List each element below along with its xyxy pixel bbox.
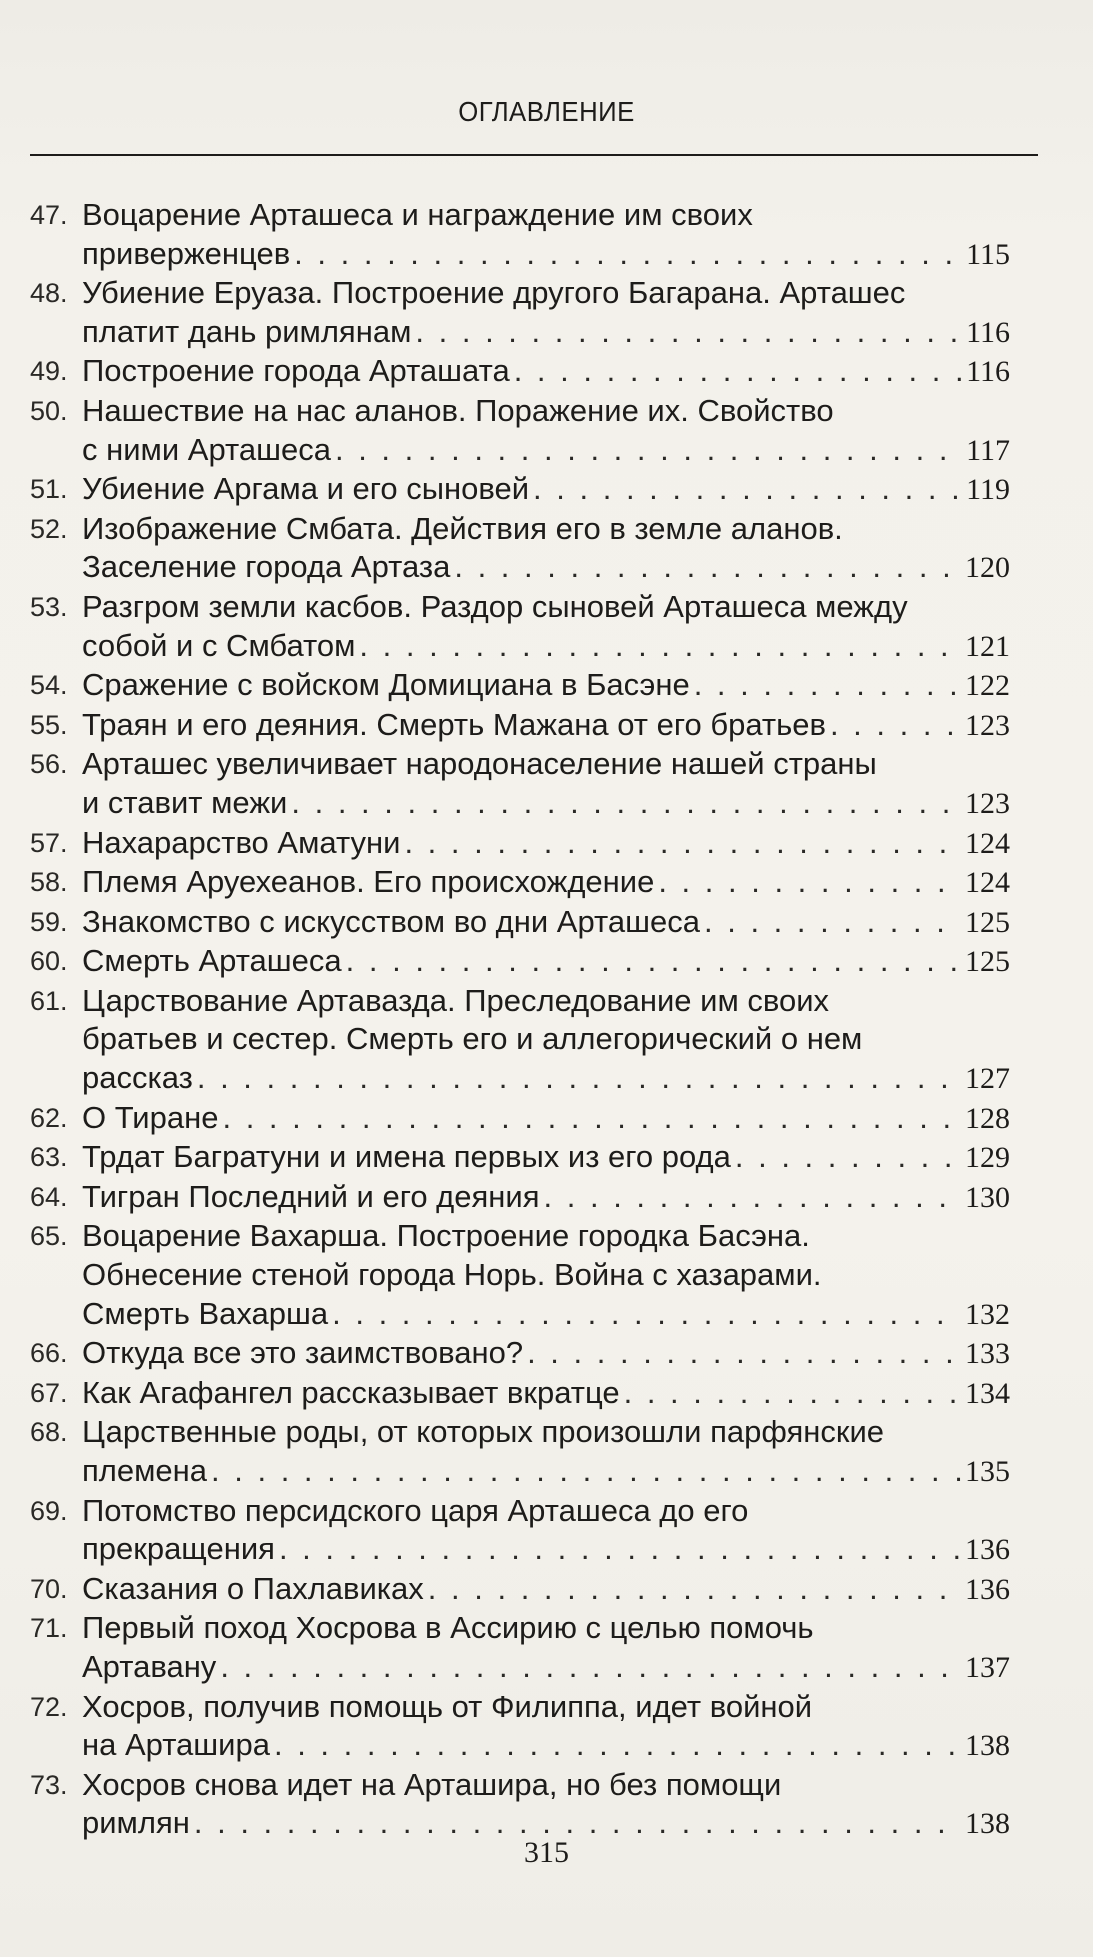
toc-entry-title-line: О Тиране <box>82 1099 219 1135</box>
dot-leader <box>428 1570 961 1609</box>
toc-entry-page: 124 <box>965 826 1010 860</box>
dot-leader <box>274 1726 961 1765</box>
toc-entry-page: 137 <box>965 1650 1010 1684</box>
toc-entry <box>30 196 1010 274</box>
toc-entry-title-line: Хосров снова идет на Арташира, но без помощи <box>82 1766 782 1802</box>
toc-entry-title-line: с ними Арташеса <box>82 431 331 467</box>
toc-entry-last-line <box>82 666 1010 706</box>
page-title: ОГЛАВЛЕНИЕ <box>458 96 635 127</box>
toc-entry-last-line <box>82 942 1010 982</box>
toc-entry-last-line <box>82 1295 1010 1335</box>
toc-entry <box>30 510 1010 588</box>
toc-entry-number: 51. <box>30 474 68 505</box>
dot-leader <box>704 903 961 942</box>
toc-entry <box>30 942 1010 982</box>
toc-entry-number: 57. <box>30 827 68 858</box>
toc-entry-number: 55. <box>30 709 68 740</box>
toc-entry-title-line: Построение города Арташата <box>82 353 510 389</box>
toc-entry <box>30 1492 1010 1570</box>
dot-leader <box>404 824 961 863</box>
toc-entry <box>30 1570 1010 1610</box>
toc-entry <box>30 1374 1010 1414</box>
dot-leader <box>335 431 962 470</box>
toc-entry-title-line: и ставит межи <box>82 784 288 820</box>
toc-entry <box>30 470 1010 510</box>
dot-leader <box>454 548 961 587</box>
toc-entry-title-line: приверженцев <box>82 235 291 271</box>
toc-entry-page: 134 <box>965 1376 1010 1410</box>
dot-leader <box>658 863 961 902</box>
toc-entry-page: 125 <box>965 905 1010 939</box>
toc-entry-title-line: Артавану <box>82 1648 217 1684</box>
toc-entry-title-line: Трдат Багратуни и имена первых из его рода <box>82 1139 731 1175</box>
toc-entry-title-line: римлян <box>82 1805 190 1841</box>
toc-entry-page: 123 <box>965 786 1010 820</box>
dot-leader <box>332 1295 961 1334</box>
page-number: 315 <box>524 1836 569 1869</box>
toc-entry-title-line: платит дань римлянам <box>82 313 412 349</box>
toc-entry <box>30 666 1010 706</box>
dot-leader <box>220 1648 961 1687</box>
toc-entry-last-line <box>82 1726 1010 1766</box>
toc-entry-title-line: Сказания о Пахлавиках <box>82 1570 424 1606</box>
toc-entry <box>30 1766 1010 1844</box>
toc-entry <box>30 274 1010 352</box>
dot-leader <box>694 666 961 705</box>
toc-entry-page: 116 <box>966 315 1010 349</box>
toc-entry-number: 56. <box>30 749 68 780</box>
toc-entry-number: 60. <box>30 946 68 977</box>
toc-entry-page: 136 <box>965 1533 1010 1567</box>
toc-entry-title-line: братьев и сестер. Смерть его и аллегорический о нем <box>82 1021 863 1057</box>
toc-entry-number: 50. <box>30 395 68 426</box>
toc-entry-last-line <box>82 313 1010 353</box>
toc-entry-page: 130 <box>965 1180 1010 1214</box>
toc-entry-number: 47. <box>30 200 68 230</box>
toc-entry-title-line: Заселение города Артаза <box>82 549 451 585</box>
toc-entry-page: 128 <box>965 1101 1010 1135</box>
toc-entry-title-line: Как Агафангел рассказывает вкратце <box>82 1374 620 1410</box>
toc-entry-last-line <box>82 1178 1010 1218</box>
toc-entry-page: 125 <box>965 945 1010 979</box>
toc-entry-page: 116 <box>966 355 1010 389</box>
toc-entry <box>30 1334 1010 1374</box>
dot-leader <box>279 1530 961 1569</box>
toc-entry-page: 115 <box>966 237 1010 271</box>
toc-entry <box>30 392 1010 470</box>
toc-entry-title-line: Убиение Еруаза. Построение другого Багарана. Арташес <box>82 275 906 311</box>
toc-entry-page: 138 <box>965 1807 1010 1841</box>
header-divider <box>30 154 1038 156</box>
toc-entry-number: 73. <box>30 1769 68 1800</box>
toc-entry-page: 138 <box>965 1729 1010 1763</box>
toc-entry <box>30 1178 1010 1218</box>
dot-leader <box>222 1099 961 1138</box>
toc-entry-title-line: Нашествие на нас аланов. Поражение их. Свойство <box>82 392 834 428</box>
toc-entry-last-line <box>82 1570 1010 1610</box>
toc-entry-number: 71. <box>30 1613 68 1644</box>
toc-entry-last-line <box>82 863 1010 903</box>
toc-entry <box>30 352 1010 392</box>
toc-entry-last-line <box>82 706 1010 746</box>
dot-leader <box>527 1334 961 1373</box>
toc-entry-last-line <box>82 235 1010 275</box>
toc-entry-last-line <box>82 903 1010 943</box>
toc-entry-title-line: Изображение Смбата. Действия его в земле аланов. <box>82 510 843 546</box>
dot-leader <box>544 1178 961 1217</box>
toc-entry-page: 123 <box>965 708 1010 742</box>
dot-leader <box>291 784 961 823</box>
toc-entry <box>30 982 1010 1099</box>
toc-entry-last-line <box>82 1452 1010 1492</box>
toc-entry-page: 120 <box>965 551 1010 585</box>
toc-entry-number: 58. <box>30 867 68 898</box>
toc-entry-title-line: Первый поход Хосрова в Ассирию с целью помочь <box>82 1610 814 1646</box>
toc-entry-last-line <box>82 1099 1010 1139</box>
toc-entry-title-line: Смерть Арташеса <box>82 943 342 979</box>
dot-leader <box>830 706 961 745</box>
dot-leader <box>211 1452 961 1491</box>
toc-entry-number: 64. <box>30 1181 68 1212</box>
dot-leader <box>294 235 962 274</box>
toc-entry-number: 48. <box>30 278 68 309</box>
toc-entry-last-line <box>82 352 1010 392</box>
toc-entry-last-line <box>82 1530 1010 1570</box>
dot-leader <box>624 1374 961 1413</box>
dot-leader <box>359 627 961 666</box>
toc-entry-page: 119 <box>966 473 1010 507</box>
toc-entry-page: 124 <box>965 866 1010 900</box>
toc-entry-number: 66. <box>30 1338 68 1369</box>
toc-entry-title-line: собой и с Смбатом <box>82 627 356 663</box>
toc-entry-title-line: Обнесение стеной города Норь. Война с хазарами. <box>82 1257 822 1293</box>
toc-entry-title-line: Хосров, получив помощь от Филиппа, идет войной <box>82 1688 813 1724</box>
toc-entry-number: 62. <box>30 1102 68 1133</box>
toc-entry-title-line: племена <box>82 1453 208 1488</box>
toc-entry <box>30 1609 1010 1687</box>
toc-entry <box>30 1217 1010 1334</box>
toc-entry <box>30 903 1010 943</box>
toc-entry <box>30 1688 1010 1766</box>
toc-entry-number: 53. <box>30 591 68 622</box>
toc-entry-title-line: Сражение с войском Домициана в Басэне <box>82 667 690 703</box>
toc-entry-page: 129 <box>965 1141 1010 1175</box>
toc-entry-last-line <box>82 1059 1010 1099</box>
toc-entry-last-line <box>82 548 1010 588</box>
dot-leader <box>514 352 962 391</box>
toc-entry-last-line <box>82 470 1010 510</box>
toc-entry-last-line <box>82 1138 1010 1178</box>
toc-entry-number: 59. <box>30 906 68 937</box>
toc-entry <box>30 824 1010 864</box>
toc-entry-number: 54. <box>30 670 68 701</box>
toc-entry-number: 52. <box>30 513 68 544</box>
toc-entry-last-line <box>82 1648 1010 1688</box>
toc-entry <box>30 1138 1010 1178</box>
dot-leader <box>735 1138 961 1177</box>
dot-leader <box>533 470 962 509</box>
toc-entry-number: 67. <box>30 1377 68 1408</box>
toc-entry-number: 69. <box>30 1495 68 1526</box>
toc-entry-page: 136 <box>965 1572 1010 1606</box>
toc-entry-title-line: Нахарарство Аматуни <box>82 824 401 860</box>
toc-entry-title-line: Откуда все это заимствовано? <box>82 1335 524 1371</box>
toc-entry-page: 127 <box>965 1062 1010 1096</box>
toc-entry-page: 132 <box>965 1297 1010 1331</box>
toc-entry-title-line: Знакомство с искусством во дни Арташеса <box>82 903 700 939</box>
toc-entry-last-line <box>82 1334 1010 1374</box>
toc-entry-title-line: Смерть Вахарша <box>82 1295 329 1331</box>
toc-entry-title-line: Убиение Аргама и его сыновей <box>82 471 530 507</box>
toc-entry-last-line <box>82 627 1010 667</box>
toc-entry-page: 121 <box>965 629 1010 663</box>
toc-entry-title-line: Племя Аруехеанов. Его происхождение <box>82 864 655 900</box>
toc-entry-title-line: Траян и его деяния. Смерть Мажана от его братьев <box>82 706 826 742</box>
toc-entry-last-line <box>82 1374 1010 1414</box>
toc-entry <box>30 863 1010 903</box>
toc-entry-number: 49. <box>30 356 68 387</box>
toc-entry-number: 61. <box>30 985 68 1016</box>
toc-entry <box>30 706 1010 746</box>
toc-entry-title-line: рассказ <box>82 1060 193 1096</box>
dot-leader <box>415 313 962 352</box>
toc-entry-number: 68. <box>30 1417 68 1448</box>
dot-leader <box>346 942 961 981</box>
toc-entry-number: 70. <box>30 1573 68 1604</box>
toc-entry <box>30 1413 1010 1491</box>
toc-entry-number: 72. <box>30 1691 68 1722</box>
toc-entry-title-line: Разгром земли касбов. Раздор сыновей Арташеса между <box>82 588 908 624</box>
toc-entry-number: 65. <box>30 1221 68 1252</box>
toc-entry-last-line <box>82 824 1010 864</box>
toc-entry-title-line: Царствование Артавазда. Преследование им своих <box>82 982 830 1018</box>
toc-entry-title-line: на Арташира <box>82 1727 270 1763</box>
toc-entry-page: 117 <box>966 433 1010 467</box>
toc-entry-title-line: Воцарение Арташеса и награждение им своих <box>82 197 753 232</box>
toc-entry-number: 63. <box>30 1142 68 1173</box>
toc-entry-title-line: Царственные роды, от которых произошли парфянские <box>82 1414 885 1450</box>
toc-entry-page: 133 <box>965 1337 1010 1371</box>
table-of-contents <box>30 196 1010 1844</box>
toc-entry-page: 122 <box>965 669 1010 703</box>
toc-entry-last-line <box>82 431 1010 471</box>
toc-entry-title-line: прекращения <box>82 1531 275 1567</box>
toc-entry <box>30 588 1010 666</box>
toc-entry-title-line: Арташес увеличивает народонаселение нашей страны <box>82 746 877 782</box>
toc-entry <box>30 1099 1010 1139</box>
toc-entry-title-line: Тигран Последний и его деяния <box>82 1178 540 1214</box>
toc-entry-last-line <box>82 784 1010 824</box>
toc-entry-page: 135 <box>965 1455 1010 1488</box>
toc-entry <box>30 745 1010 823</box>
toc-entry-title-line: Потомство персидского царя Арташеса до его <box>82 1492 749 1528</box>
dot-leader <box>197 1059 961 1098</box>
toc-entry-title-line: Воцарение Вахарша. Построение городка Басэна. <box>82 1218 810 1254</box>
